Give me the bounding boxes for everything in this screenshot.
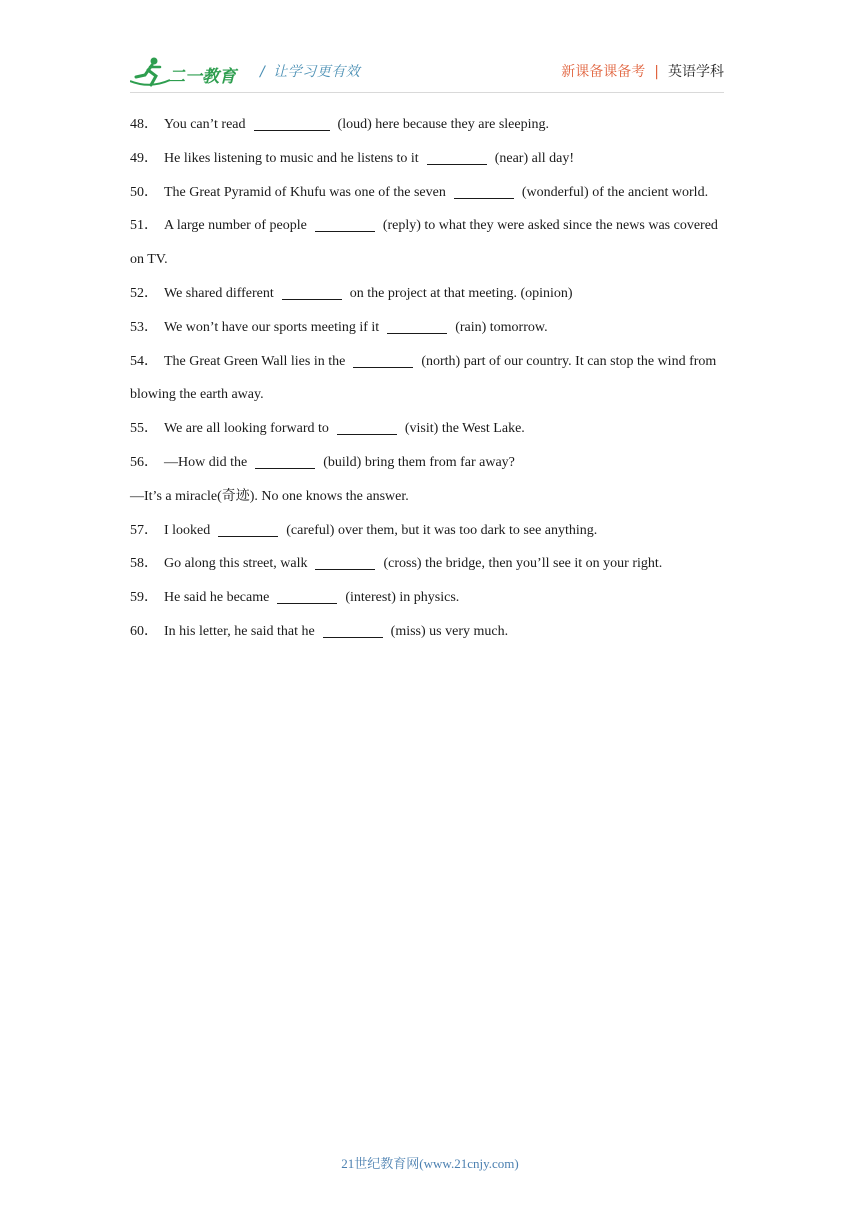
- logo-text: 二一教育: [168, 67, 236, 87]
- answer-blank[interactable]: [315, 217, 375, 232]
- question-text-after: (careful) over them, but it was too dark to see anything.: [286, 522, 598, 538]
- question-item: [130, 108, 724, 142]
- question-number: 48．: [130, 117, 158, 132]
- dialogue-answer-line: —It’s a miracle(奇迹). No one knows the answer.: [130, 488, 409, 504]
- question-number: 53．: [130, 319, 158, 335]
- slogan-slash: /: [260, 64, 266, 80]
- question-text-before: The Great Pyramid of Khufu was one of the seven: [164, 184, 446, 200]
- question-item: [130, 277, 724, 311]
- question-item: [130, 311, 724, 345]
- question-text-after: (build) bring them from far away?: [323, 454, 515, 470]
- header-separator: |: [654, 64, 659, 80]
- runner-logo-icon: [130, 56, 250, 90]
- question-text-after: (visit) the West Lake.: [404, 421, 525, 437]
- answer-blank[interactable]: [254, 116, 330, 131]
- question-item: [130, 615, 724, 649]
- answer-blank[interactable]: [315, 555, 375, 570]
- header-course-info: [561, 61, 724, 81]
- question-text-before: In his letter, he said that he: [164, 623, 315, 639]
- question-number: 51．: [130, 218, 158, 234]
- page-footer: 21世纪教育网(www.21cnjy.com): [341, 1156, 519, 1171]
- answer-blank[interactable]: [282, 285, 342, 300]
- question-item: [130, 209, 724, 277]
- question-text-after: (near) all day!: [494, 150, 574, 166]
- question-text-before: I looked: [164, 522, 211, 538]
- question-item: [130, 142, 724, 176]
- question-text-before: He likes listening to music and he listens to it: [164, 150, 419, 166]
- slogan-text: 让学习更有效: [273, 64, 361, 80]
- question-number: 55．: [130, 421, 158, 437]
- question-item: [130, 345, 724, 413]
- question-number: 56．: [130, 454, 158, 470]
- question-text-after: (loud) here because they are sleeping.: [337, 117, 549, 132]
- question-text-after: (miss) us very much.: [390, 623, 509, 639]
- question-text-before: We won’t have our sports meeting if it: [164, 319, 380, 335]
- subject-label: 英语学科: [668, 64, 724, 80]
- question-text-before: A large number of people: [164, 218, 307, 234]
- question-item: [130, 581, 724, 615]
- question-text-before: We shared different: [164, 285, 274, 301]
- question-number: 59．: [130, 590, 158, 606]
- header-divider: [130, 92, 724, 93]
- question-number: 58．: [130, 556, 158, 572]
- question-number: 52．: [130, 285, 158, 301]
- question-number: 50．: [130, 184, 158, 200]
- question-text-after: (wonderful) of the ancient world.: [521, 184, 709, 200]
- question-text-before: We are all looking forward to: [164, 421, 329, 437]
- question-number: 60．: [130, 623, 158, 639]
- question-text-after: (cross) the bridge, then you’ll see it on your right.: [383, 556, 663, 572]
- question-number: 57．: [130, 522, 158, 538]
- answer-blank[interactable]: [323, 623, 383, 638]
- answer-blank[interactable]: [353, 353, 413, 368]
- question-text-before: The Great Green Wall lies in the: [164, 353, 346, 369]
- question-text-after: on the project at that meeting. (opinion): [349, 285, 573, 301]
- question-item: [130, 412, 724, 446]
- answer-blank[interactable]: [337, 420, 397, 435]
- course-label: 新课备课备考: [561, 64, 646, 80]
- answer-blank[interactable]: [427, 150, 487, 165]
- question-text-before: —How did the: [164, 454, 248, 470]
- answer-blank[interactable]: [218, 522, 278, 537]
- question-text-after: (interest) in physics.: [345, 590, 460, 606]
- question-item: [130, 446, 724, 480]
- question-list: [130, 108, 724, 649]
- question-text-before: You can’t read: [164, 117, 246, 132]
- question-item: [130, 547, 724, 581]
- answer-blank[interactable]: [255, 454, 315, 469]
- page-header: [130, 52, 724, 92]
- question-text-after: (reply) to what they were asked since the news was covered on TV.: [130, 218, 718, 268]
- question-text-after: (rain) tomorrow.: [455, 319, 548, 335]
- answer-blank[interactable]: [277, 589, 337, 604]
- answer-blank[interactable]: [454, 184, 514, 199]
- answer-blank[interactable]: [387, 319, 447, 334]
- question-item: [130, 514, 724, 548]
- question-item: [130, 176, 724, 210]
- brand-logo: [130, 56, 250, 90]
- question-text-before: He said he became: [164, 590, 270, 606]
- question-number: 49．: [130, 150, 158, 166]
- question-text-after: (north) part of our country. It can stop the wind from blowing the earth away.: [130, 353, 717, 403]
- slogan: [260, 61, 360, 81]
- question-number: 54．: [130, 353, 158, 369]
- question-text-before: Go along this street, walk: [164, 556, 308, 572]
